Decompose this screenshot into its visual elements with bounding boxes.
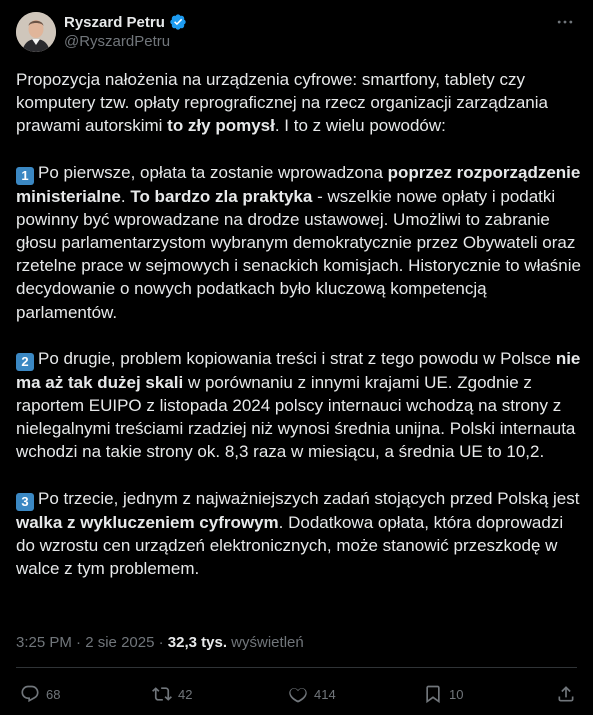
repost-icon (152, 684, 172, 704)
post-point-2: 2 Po drugie, problem kopiowania treści i strat z tego powodu w Polsce nie ma aż tak dużej skali w porównaniu z innymi krajami UE. Zgodnie z raportem EUIPO z listopada 2024 polscy internauci wchodzą na strony z nielegalnymi treściami rzadziej niż wynosi średnia unijna. Polski internauta wchodzi na takie strony ok. 8,3 raza w miesiącu, a średnia UE to 10,2. (16, 348, 581, 462)
post-time[interactable]: 3:25 PM (16, 634, 72, 651)
post-header (16, 10, 577, 54)
bookmark-button[interactable] (423, 684, 463, 704)
reply-icon (20, 684, 40, 704)
share-icon (556, 684, 576, 704)
verified-badge-icon (169, 13, 187, 31)
bookmark-icon (423, 684, 443, 704)
author-name[interactable]: Ryszard Petru (64, 13, 165, 31)
like-count: 414 (314, 686, 336, 702)
bookmark-count: 10 (449, 686, 464, 702)
avatar[interactable] (16, 12, 56, 52)
post-intro: Propozycja nałożenia na urządzenia cyfrowe: smartfony, tablety czy komputery tzw. opłaty reprograficznej na rzecz organizacji zarządzania prawami autorskimi to zły pomysł. I to z wielu powodów: (16, 70, 548, 136)
keycap-2-icon: 2 (16, 353, 34, 371)
post-meta: 3:25 PM · 2 sie 2025 · 32,3 tys. wyświetleń (16, 634, 304, 651)
post-point-3: 3 Po trzecie, jednym z najważniejszych zadań stojących przed Polską jest walka z wykluczeniem cyfrowym. Dodatkowa opłata, która doprowadzi do wzrostu cen urządzeń elektronicznych, może stanowić przeszkodę w walce z tym problemem. (16, 488, 580, 579)
like-button[interactable] (288, 684, 336, 704)
more-options-icon[interactable] (553, 10, 577, 34)
share-button[interactable] (556, 684, 576, 704)
reply-count: 68 (46, 686, 61, 702)
post-point-1: 1 Po pierwsze, opłata ta zostanie wprowadzona poprzez rozporządzenie ministerialne. To bardzo zla praktyka - wszelkie nowe opłaty i podatki powinny być wprowadzane na drodze ustawowej. Umożliwi to zabranie głosu parlamentarzystom wybranym demokratycznie przez Obywateli oraz rzetelne prace w sejmowych i senackich komisjach. Historycznie to właśnie decydowanie o nowych podatkach było kluczową kompetencją parlamentów. (16, 162, 581, 322)
repost-button[interactable] (152, 684, 192, 704)
keycap-1-icon: 1 (16, 167, 34, 185)
views-label: wyświetleń (227, 634, 304, 651)
views-count[interactable]: 32,3 tys. (167, 634, 228, 651)
keycap-3-icon: 3 (16, 493, 34, 511)
action-bar (20, 684, 578, 706)
author-handle[interactable]: @RyszardPetru (64, 33, 171, 50)
author-name-line (64, 13, 187, 31)
post-date[interactable]: 2 sie 2025 (85, 634, 155, 651)
repost-count: 42 (178, 686, 193, 702)
divider (16, 667, 577, 668)
reply-button[interactable] (20, 684, 60, 704)
heart-icon (288, 684, 308, 704)
post-text (16, 68, 582, 580)
